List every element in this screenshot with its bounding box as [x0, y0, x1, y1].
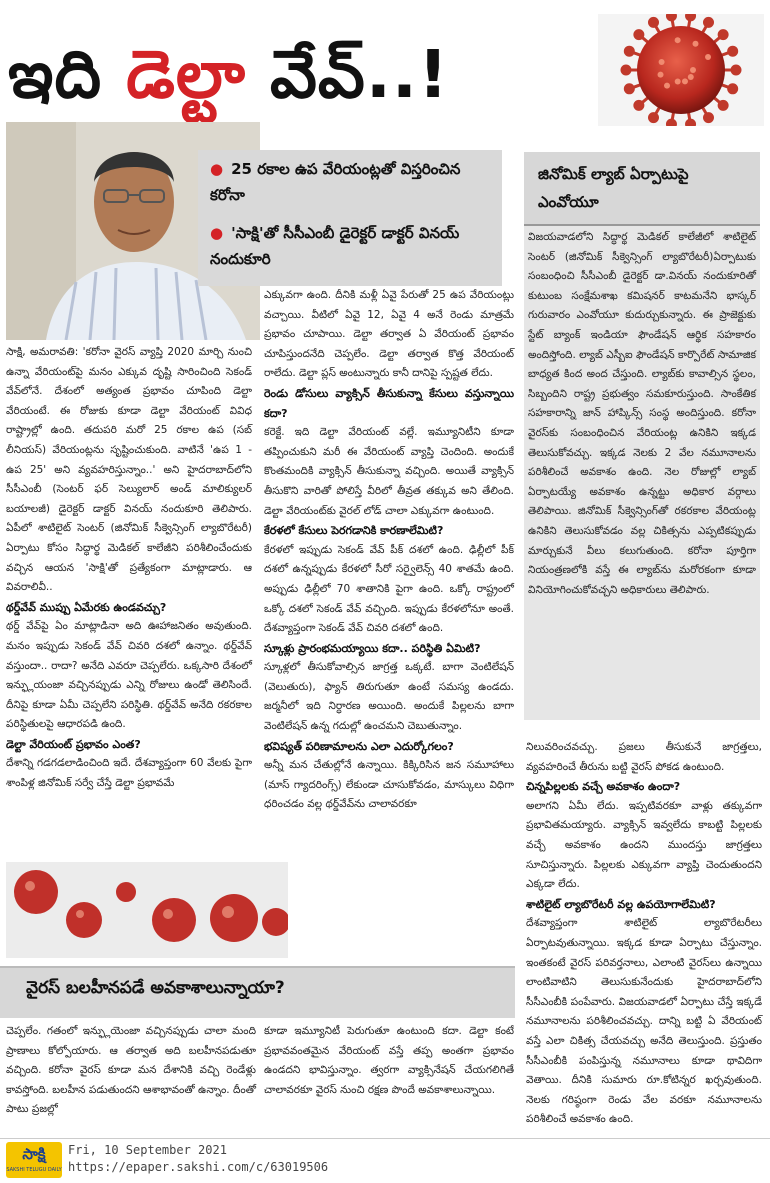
publication-date: Fri, 10 September 2021 — [68, 1143, 227, 1157]
question-heading: రెండు డోసులు వ్యాక్సిన్ తీసుకున్నా కేసులు వస్తున్నాయి కదా? — [264, 386, 514, 420]
headline-part-3: వేవ్..! — [246, 36, 450, 113]
virus-cells-image — [6, 862, 288, 958]
bullet-dot-icon: ● — [210, 160, 224, 178]
highlight-item: ● 25 రకాల ఉప వేరియంట్లతో విస్తరించిన కరోనా — [210, 160, 461, 204]
bottom-column-left: చెప్పలేం. గతంలో ఇన్ఫ్లుయెంజా వచ్చినప్పుడు చాలా మంది ప్రాణాలు కోల్పోయారు. ఆ తర్వాత అది బలహీనపడుతూ వచ్చింది. కరోనా వైరస్ కూడా మన దేశానికి వచ్చి రెండేళ్లు కావస్తోంది. బలహీన పడుతుందని ఆశాభావంతో ఉన్నాం. దీంతో పాటు ప్రజల్లో — [6, 1025, 256, 1116]
headline-part-1: ఇది — [8, 36, 127, 113]
question-heading: చిన్నపిల్లలకు వచ్చే అవకాశం ఉందా? — [526, 780, 681, 794]
sidebox-title: జినోమిక్ ల్యాబ్ ఏర్పాటుపై ఎంవోయూ — [524, 152, 760, 226]
sakshi-logo[interactable]: సాక్షి SAKSHI TELUGU DAILY — [6, 1142, 62, 1178]
headline-part-2: డెల్టా — [126, 36, 247, 113]
answer-paragraph: దేశాన్ని గడగడలాడించింది ఇదే. దేశవ్యాప్తంగా 60 వేలకు పైగా శాంపిళ్ల జినోమిక్ సర్వే చేస్తే డెల్టా ప్రభావమే — [6, 757, 252, 790]
bullet-dot-icon: ● — [210, 224, 224, 242]
question-heading: కేరళలో కేసులు పెరగడానికి కారణాలేమిటి? — [264, 524, 444, 538]
highlights-box — [198, 150, 502, 286]
answer-paragraph: అలాగని ఏమీ లేదు. ఇప్పటివరకూ వాళ్లు తక్కువగా ప్రభావితమయ్యారు. వ్యాక్సిన్ ఇవ్వలేదు కాబట్టి పిల్లలకు వచ్చే అవకాశం ఉందని ముందస్తు జాగ్రత్తలు సూచిస్తున్నారు. పిల్లలకు ఎక్కువగా వ్యాప్తి చెందుతుందని ఎక్కడా లేదు. — [526, 799, 762, 891]
question-heading: భవిష్యత్ పరిణామాలను ఎలా ఎదుర్కోగలం? — [264, 739, 454, 753]
question-heading: స్కూళ్లు ప్రారంభమయ్యాయి కదా.. పరిస్థితి ఏమిటి? — [264, 641, 481, 655]
answer-paragraph: నిలువరించవచ్చు. ప్రజలు తీసుకునే జాగ్రత్తలు, వ్యవహరించే తీరును బట్టి వైరస్ పోకడ ఉంటుంది. — [526, 741, 762, 773]
article-column-2 — [264, 286, 514, 815]
sidebox-body-text: విజయవాడలోని సిద్ధార్థ మెడికల్ కాలేజీలో శాటిలైట్ సెంటర్ (జినోమిక్ సీక్వెన్సింగ్ ల్యాబొరేటరీ)ఏర్పాటుకు సంబంధించి సీసీఎంబీ డైరెక్టర్ డా.వినయ్ నందుకూరితో కుటుంబ సంక్షేమశాఖ కమిషనర్ కాటమనేని భాస్కర్ గురువారం ఎంవోయూ కుదుర్చుకున్నారు. ఈ ప్రాజెక్టుకు స్టేట్ బ్యాంక్ ఇండియా ఫౌండేషన్ ఆర్థిక సహకారం అందిస్తోంది. ల్యాబ్ ఎస్బీఐ ఫౌండేషన్ కార్పొరేట్ సామాజిక బాధ్యత కింద అంద చేస్తుంది. ల్యాబ్‌కు కావాల్సిన స్థలం, సిబ్బందిని రాష్ట్ర ప్రభుత్వం సమకూరుస్తుంది. సాంకేతిక సహకారాన్ని జాన్ హాప్కిన్స్ సంస్థ అందిస్తుంది. కరోనా వైరస్‌కు సంబంధించిన వేరియంట్ల ఉనికిని ఇక్కడ తెలుసుకోవచ్చు. ఇక్కడ నెలకు 2 వేల నమూనాలను పరిశీలించే అవకాశం ఉంది. నెల రోజుల్లో ల్యాబ్ ఏర్పాటయ్యే అవకాశం ఉన్నట్టు అధికార వర్గాలు తెలిపాయి. జినోమిక్ సీక్వెన్సింగ్‌తో రకరకాల వేరియంట్ల ఉనికిని తెలుసుకోవడం వల్ల చికిత్సను ఎప్పటికప్పుడు మార్చుకునే వీలు కలుగుతుంది. కరోనా పూర్తిగా నియంత్రణలోకి వస్తే ఈ ల్యాబ్‌ను మరోరకంగా కూడా వినియోగించుకోవచ్చని అధికారులు తెలిపారు. — [528, 231, 756, 596]
question-heading: డెల్టా వేరియంట్ ప్రభావం ఎంత? — [6, 737, 141, 751]
answer-paragraph: దేశవ్యాప్తంగా శాటిలైట్ ల్యాబొరేటరీలు ఏర్పాటవుతున్నాయి. ఇక్కడ కూడా ఏర్పాటు చేస్తున్నాం. ఇంతకంటే వైరస్ పరివర్తనాలు, ఎలాంటి వైరస్‌లు ఉన్నాయి లాంటివాటిని తెలుసుకునేందుకు హైదరాబాద్‌లోని సీసీఎంబీకి పంపేవారు. విజయవాడలో ఏర్పాటు చేస్తే ఇక్కడే నమూనాలను పరిశీలించవచ్చు. దాన్ని బట్టి ఏ వేరియంట్ వస్తే ఎలా చికిత్స చేయవచ్చు అనేది తెలుస్తుంది. ప్రస్తుతం సీసీఎంబీకి పంపిస్తున్న నమూనాలు కూడా థావిదిగా వెతాయి. దీనికి సుమారు రూ.కోటిన్నర ఖర్చవుతుంది. నెలకు గరిష్ఠంగా రెండు వేల వరకూ నమూనాలను పరిశీలించే అవకాశం ఉంది. — [526, 917, 762, 1126]
bottom-column-right: కూడా ఇమ్యూనిటీ పెరుగుతూ ఉంటుంది కదా. డెల్టా కంటే ప్రభావవంతమైన వేరియంట్ వస్తే తప్ప అంతగా ప్రభావం ఉండదని భావిస్తున్నాం. త్వరగా వ్యాక్సినేషన్ చేయగలిగితే చాలావరకూ వైరస్ నుంచి రక్షణ పొందే అవకాశాలున్నాయి. — [264, 1025, 514, 1096]
footer-meta — [68, 1142, 328, 1176]
question-heading: థర్డ్‌వేవ్ ముప్పు ఏమేరకు ఉండవచ్చు? — [6, 600, 167, 614]
article-column-1 — [6, 343, 252, 794]
answer-paragraph: స్కూళ్లలో తీసుకోవాల్సిన జాగ్రత్త ఒక్కటే. బాగా వెంటిలేషన్ (వెలుతురు), ఫ్యాన్ తిరుగుతూ ఉంటే సమస్య ఉండదు. జర్మనీలో ఇది నిర్ధారణ అయింది. అందుకే పిల్లలను బాగా వెంటిలేషన్ ఉన్న గదుల్లో ఉంచమని చెబుతున్నాం. — [264, 661, 514, 733]
answer-paragraph: ఎక్కువగా ఉంది. దీనికి మళ్లీ ఏవై పేరుతో 25 ఉప వేరియంట్లు వచ్చాయి. వీటిలో ఏవై 12, ఏవై 4 అనే రెండు మాత్రమే ప్రభావం చూపాయి. డెల్టా తర్వాత ఏ వేరియంట్ ప్రభావం చూపిస్తుందనేది చెప్పలేం. డెల్టా తర్వాత కొత్త వేరియంట్ రాలేదు. డెల్టా ప్లస్ అంటున్నారు కానీ దానిపై స్పష్టత లేదు. — [264, 289, 514, 380]
answer-paragraph: అన్నీ మన చేతుల్లోనే ఉన్నాయి. కిక్కిరిసిన జన సమూహాలు (మాస్ గ్యాదరింగ్స్) లేకుండా చూసుకోవడం, మాస్కులు విధిగా ధరించడం వల్ల థర్డ్‌వేవ్‌ను చాలావరకూ — [264, 759, 514, 811]
question-heading: శాటిలైట్ ల్యాబొరేటరీ వల్ల ఉపయోగాలేమిటి? — [526, 897, 716, 911]
headline — [0, 20, 608, 130]
subheading-box: వైరస్ బలహీనపడే అవకాశాలున్నాయా? — [0, 966, 515, 1018]
lead-paragraph: సాక్షి, అమరావతి: 'కరోనా వైరస్ వ్యాప్తి 2020 మార్చి నుంచి ఉన్నా వేరియంట్‌పై మనం ఎక్కువ దృష్టి సారించింది సెకండ్ వేవ్‌లోనే. దేశంలో అత్యంత ప్రభావం చూపింది డెల్టా వేరియంటే. ఈ రోజుకు కూడా డెల్టా వేరియంట్ వివిధ రాష్ట్రాల్లో ఉంది. తదుపరి మరో 25 రకాల ఉప (సబ్ లీనియస్) వేరియంట్లను సృష్టించుకుంది. వాటినే 'ఉప 1 - ఉప 25' అని వ్యవహరిస్తున్నాం..' అని హైదరాబాద్‌లోని సీసీఎంబీ (సెంటర్ ఫర్ సెల్యులార్ అండ్ మాలిక్యులర్ బయాలజీ) డైరెక్టర్ డాక్టర్ వినయ్ నందుకూరి తెలిపారు. ఏపీలో శాటిలైట్ సెంటర్ (జినోమిక్ సీక్వెన్సింగ్ ల్యాబొరేటరీ) ఏర్పాటు కోసం సిద్ధార్థ మెడికల్ కాలేజీని పరిశీలించేందుకు వచ్చిన ఆయన 'సాక్షి'తో ప్రత్యేకంగా మాట్లాడారు. ఆ వివరాలివీ.. — [6, 346, 252, 594]
article-column-3 — [526, 738, 762, 1130]
answer-paragraph: కరెక్టే. ఇది డెల్టా వేరియంట్ వల్లే. ఇమ్యూనిటీని కూడా తప్పించుకుని మరీ ఈ వేరియంట్ వ్యాప్తి చెందింది. అందుకే కొంతమందికి వ్యాక్సిన్ తీసుకున్నా వచ్చింది. అయితే వ్యాక్సిన్ తీసుకొని వారితో పోలిస్తే వీరిలో తీవ్రత తక్కువ అని తేలింది. డెల్టా వేరియంట్‌కు వైరల్ లోడ్ చాలా ఎక్కువగా ఉంటుంది. — [264, 426, 514, 517]
highlight-item: ● 'సాక్షి'తో సీసీఎంబీ డైరెక్టర్ డాక్టర్ వినయ్ నందుకూరి — [210, 224, 460, 268]
answer-paragraph: థర్డ్ వేవ్‌పై ఏం మాట్లాడినా అది ఊహాజనితం అవుతుంది. మనం ఇప్పుడు సెకండ్ వేవ్ చివరి దశలో ఉన్నాం. థర్డ్‌వేవ్ వస్తుందా.. రాదా? అనేది ఎవరూ చెప్పలేరు. ఒక్కసారి దేశంలో ఇన్ఫ్లుయంజా వచ్చినప్పుడు ఎన్ని రోజులు ఉండో తెలిసిందే. దీనిపై కూడా ఏమీ చెప్పలేని పరిస్థితి. థర్డ్‌వేవ్ అనేది రకరకాల పరిస్థితులపై ఆధారపడి ఉంది. — [6, 620, 252, 731]
coronavirus-illustration — [598, 14, 764, 126]
answer-paragraph: కేరళలో ఇప్పుడు సెకండ్ వేవ్ పీక్ దశలో ఉంది. ఢిల్లీలో పీక్ దశలో ఉన్నప్పుడు కేరళలో సీరో సర్వైలెన్స్ 40 శాతమే ఉంది. అప్పుడు ఢిల్లీలో 70 శాతానికి పైగా ఉంది. ఒక్కో రాష్ట్రంలో ఒక్కో దశలో సెకండ్ వేవ్ వచ్చింది. ఇప్పుడు కేరళలోనూ అంతే. దేశవ్యాప్తంగా సెకండ్ వేవ్ చివరి దశలో ఉంది. — [264, 543, 514, 635]
epaper-link[interactable]: https://epaper.sakshi.com/c/63019506 — [68, 1160, 329, 1174]
